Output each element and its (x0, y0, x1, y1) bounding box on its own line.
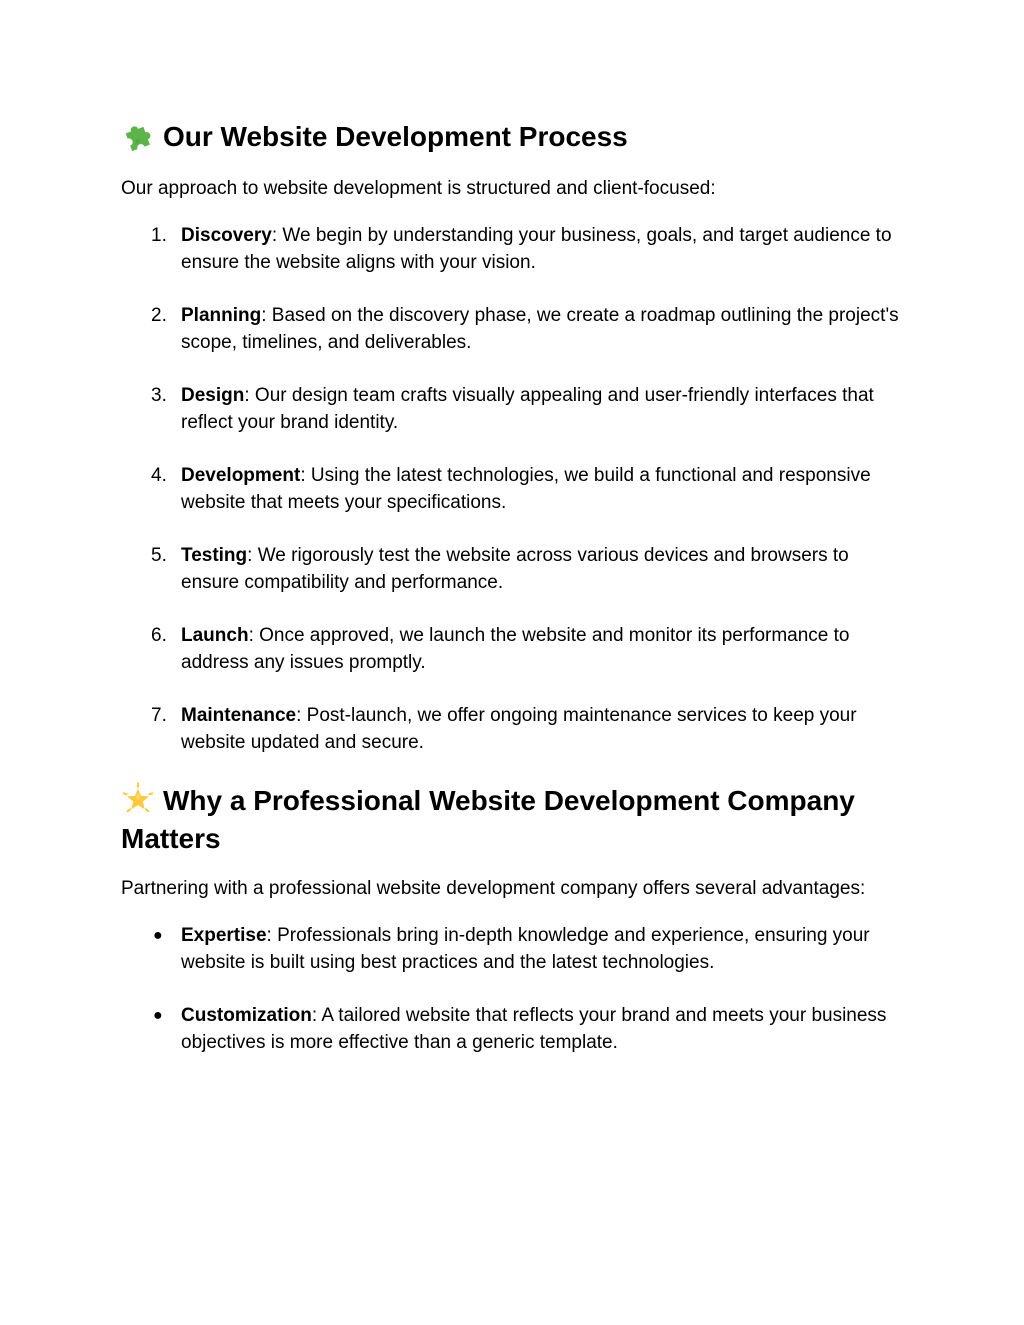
bullet-text: : Professionals bring in-depth knowledge and experience, ensuring your website is built using best practices and the latest technologies. (181, 925, 870, 973)
list-item (121, 1002, 904, 1056)
section-heading-process (121, 118, 904, 156)
section-intro-why-professional: Partnering with a professional website development company offers several advantages: (121, 878, 866, 899)
bullet-marker: ● (153, 927, 163, 944)
list-item (121, 542, 904, 596)
section-intro-process: Our approach to website development is structured and client-focused: (121, 178, 716, 199)
list-item (121, 702, 904, 756)
list-number: 2. (151, 305, 167, 326)
step-term: Planning (181, 305, 262, 326)
list-number: 5. (151, 545, 167, 566)
step-term: Maintenance (181, 705, 297, 726)
step-text: : Once approved, we launch the website and monitor its performance to address any issues promptly. (181, 625, 850, 673)
step-text: : We rigorously test the website across various devices and browsers to ensure compatibility and performance. (181, 545, 849, 593)
step-text: : Based on the discovery phase, we create a roadmap outlining the project's scope, timelines, and deliverables. (181, 305, 899, 353)
puzzle-piece-icon (121, 118, 155, 152)
step-term: Design (181, 385, 245, 406)
list-item (121, 462, 904, 516)
list-number: 6. (151, 625, 167, 646)
list-item (121, 622, 904, 676)
list-number: 4. (151, 465, 167, 486)
section-heading-why-professional (121, 782, 904, 858)
list-number: 3. (151, 385, 167, 406)
list-item (121, 382, 904, 436)
advantages-list (121, 922, 904, 1056)
section-title-why-professional: Why a Professional Website Development Company Matters (121, 785, 855, 854)
bullet-term: Customization (181, 1005, 312, 1026)
list-item (121, 222, 904, 276)
glowing-star-icon (121, 782, 155, 816)
step-term: Development (181, 465, 301, 486)
step-term: Testing (181, 545, 248, 566)
step-text: : Using the latest technologies, we build a functional and responsive website that meets your specifications. (181, 465, 871, 513)
list-number: 7. (151, 705, 167, 726)
list-item (121, 922, 904, 976)
step-term: Launch (181, 625, 249, 646)
bullet-text: : A tailored website that reflects your brand and meets your business objectives is more effective than a generic template. (181, 1005, 887, 1053)
section-title-process: Our Website Development Process (163, 121, 628, 152)
step-term: Discovery (181, 225, 272, 246)
bullet-term: Expertise (181, 925, 267, 946)
list-item (121, 302, 904, 356)
list-number: 1. (151, 225, 167, 246)
process-steps-list (121, 222, 904, 756)
step-text: : We begin by understanding your business, goals, and target audience to ensure the website aligns with your vision. (181, 225, 892, 273)
bullet-marker: ● (153, 1007, 163, 1024)
step-text: : Post-launch, we offer ongoing maintenance services to keep your website updated and secure. (181, 705, 857, 753)
step-text: : Our design team crafts visually appealing and user-friendly interfaces that reflect your brand identity. (181, 385, 874, 433)
